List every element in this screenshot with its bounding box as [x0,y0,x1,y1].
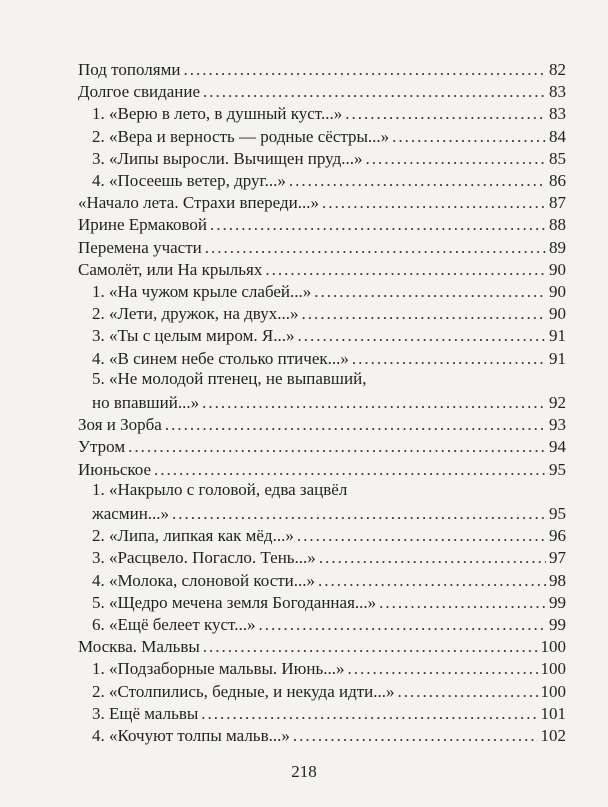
dot-leader [322,193,546,213]
toc-entry-title: 6. «Ещё белеет куст...» [92,615,256,634]
toc-entry [78,191,566,213]
toc-entry-page: 98 [549,570,566,590]
toc-entry-title: но впавший...» [92,392,200,412]
toc-entry [78,236,566,258]
dot-leader [205,238,546,258]
dot-leader [128,437,546,457]
toc-entry-page: 102 [540,726,566,745]
dot-leader [297,526,546,546]
toc-entry-page: 96 [549,526,566,546]
toc-entry-page: 90 [549,282,566,301]
dot-leader [203,82,546,102]
toc-entry-title: 4. «В синем небе столько птичек...» [92,348,349,368]
toc-entry [92,613,566,635]
dot-leader [318,571,546,591]
dot-leader [302,304,546,324]
dot-leader [379,593,546,613]
toc-entry [92,524,566,546]
toc-entry-page: 91 [549,348,566,368]
toc-entry-page: 90 [549,259,566,279]
toc-entry [92,546,566,568]
dot-leader [314,282,546,302]
toc-entry [92,369,566,413]
dot-leader [201,704,537,724]
dot-leader [319,548,546,568]
toc-entry-page: 83 [549,104,566,124]
toc-entry [78,458,566,480]
toc-entry-title: Ирине Ермаковой [78,215,207,235]
toc-entry [78,635,566,657]
dot-leader [265,260,546,280]
toc-entry-title: Москва. Мальвы [78,637,200,657]
toc-entry [92,125,566,147]
toc-entry-title: 4. «Молока, слоновой кости...» [92,570,316,590]
dot-leader [289,171,546,191]
toc-entry-title: 1. «Верю в лето, в душный куст...» [92,104,343,124]
toc-entry-page: 100 [540,659,566,679]
toc-entry-page: 83 [549,82,566,102]
toc-entry-title: Под тополями [78,60,181,79]
toc-entry-title: жасмин...» [92,503,170,523]
toc-entry-title: Июньское [78,459,152,479]
dot-leader [183,60,546,80]
dot-leader [172,504,546,524]
toc-entry-page: 97 [549,548,566,568]
toc-entry-title: 5. «Щедро мечена земля Богоданная...» [92,592,377,612]
toc-entry-title: Зоя и Зорба [78,415,162,435]
toc-entry [92,302,566,324]
dot-leader [202,393,546,413]
toc-entry [78,58,566,80]
toc-entry-page: 100 [540,681,566,701]
toc-entry-title-line1: 5. «Не молодой птенец, не выпавший, [92,368,367,388]
dot-leader [352,349,546,369]
dot-leader [203,637,538,657]
dot-leader [165,415,546,435]
dot-leader [392,127,546,147]
toc-entry-title: Самолёт, или На крыльях [78,259,263,279]
toc-entry [92,702,566,724]
dot-leader [347,659,537,679]
toc-entry-page: 100 [540,637,566,657]
toc-entry-page: 91 [549,326,566,346]
toc-entry [92,569,566,591]
toc-entry-title: 2. «Вера и верность — родные сёстры...» [92,126,390,146]
toc-entry-page: 99 [549,592,566,612]
toc-entry-page: 95 [549,459,566,479]
toc-entry-page: 94 [549,437,566,457]
toc-entry-page: 92 [549,392,566,412]
toc-entry-title: Долгое свидание [78,82,201,102]
toc-entry-title: 3. «Расцвело. Погасло. Тень...» [92,548,316,568]
toc-entry-page: 101 [540,703,566,723]
toc-entry-title: Перемена участи [78,237,202,257]
toc-entry-title-line1: 1. «Накрыло с головой, едва зацвёл [92,479,348,499]
toc-entry [78,258,566,280]
toc-entry-page: 85 [549,148,566,168]
toc-entry [78,80,566,102]
toc-entry-title: 3. «Липы выросли. Вычищен пруд...» [92,148,363,168]
toc-entry-title: 1. «На чужом крыле слабей...» [92,282,312,301]
toc-entry [92,147,566,169]
toc-entry-title: 1. «Подзаборные мальвы. Июнь...» [92,659,345,679]
toc-entry-title: 2. «Лети, дружок, на двух...» [92,304,299,324]
dot-leader [345,104,546,124]
toc-entry [92,102,566,124]
toc-entry [78,213,566,235]
toc-entry-page: 87 [549,193,566,213]
toc-entry [92,324,566,346]
dot-leader [154,460,546,480]
toc-entry-page: 88 [549,215,566,235]
dot-leader [210,215,546,235]
toc-entry-title: 4. «Посеешь ветер, друг...» [92,171,286,190]
toc-entry-title: 2. «Липа, липкая как мёд...» [92,526,294,546]
toc-entry-title: Утром [78,437,126,457]
page-number: 218 [291,762,317,781]
toc-entry [92,657,566,679]
toc-entry-page: 84 [549,126,566,146]
toc-entry [92,591,566,613]
toc-entry-page: 95 [549,503,566,523]
toc-entry [92,680,566,702]
toc-entry-page: 90 [549,304,566,324]
dot-leader [366,149,547,169]
toc-entry-page: 86 [549,171,566,190]
dot-leader [398,682,538,702]
toc-entry-title: 2. «Столпились, бедные, и некуда идти...» [92,681,395,701]
dot-leader [258,615,546,635]
toc-entry [78,435,566,457]
toc-entry-page: 82 [549,60,566,79]
toc-entry [92,480,566,524]
dot-leader [293,726,538,746]
toc-entry-title: 3. Ещё мальвы [92,703,199,723]
toc-entry-page: 93 [549,415,566,435]
toc-entry [92,347,566,369]
toc-entry [78,413,566,435]
toc-entry [92,169,566,191]
toc-entry [92,724,566,746]
toc-entry-page: 89 [549,237,566,257]
toc-entry-page: 99 [549,615,566,634]
toc-entry-title: «Начало лета. Страхи впереди...» [78,193,319,213]
toc-entry-title: 3. «Ты с целым миром. Я...» [92,326,295,346]
dot-leader [297,326,546,346]
toc-entry [92,280,566,302]
toc-entry-title: 4. «Кочуют толпы мальв...» [92,726,290,745]
